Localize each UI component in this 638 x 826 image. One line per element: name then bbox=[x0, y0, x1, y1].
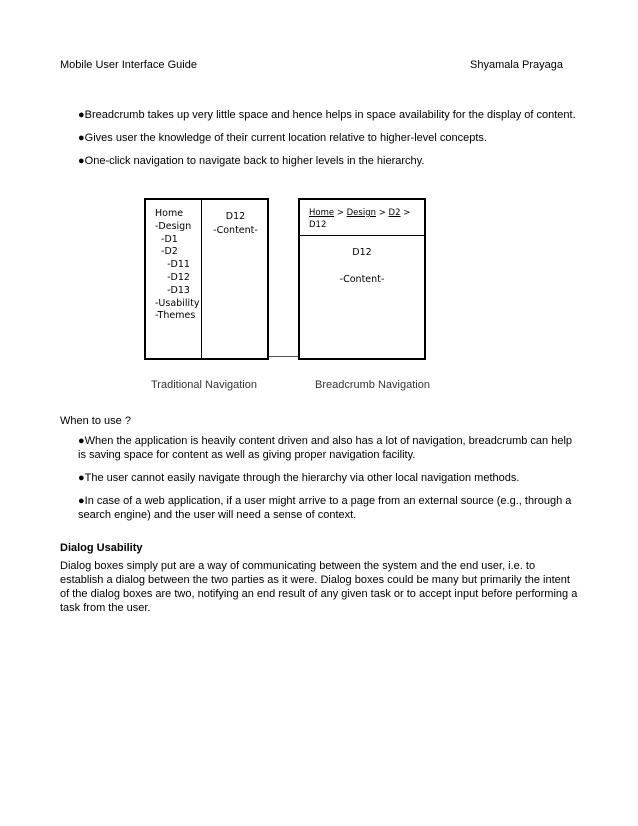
when-to-use-heading: When to use ? bbox=[60, 415, 131, 427]
breadcrumb-content-label: -Content- bbox=[339, 274, 385, 285]
breadcrumb-content-pane bbox=[300, 236, 424, 293]
breadcrumb-page-title: D12 bbox=[352, 247, 372, 258]
figure-divider bbox=[269, 356, 298, 357]
breadcrumb-separator: > bbox=[403, 208, 411, 218]
bullet-icon: ● bbox=[78, 435, 85, 447]
traditional-page-title: D12 bbox=[225, 211, 246, 222]
breadcrumb-separator: > bbox=[378, 208, 386, 218]
bullet-icon: ● bbox=[78, 155, 85, 167]
header-title: Mobile User Interface Guide bbox=[60, 59, 197, 71]
breadcrumb-home-link: Home bbox=[309, 208, 335, 218]
header-author: Shyamala Prayaga bbox=[470, 59, 563, 71]
list-item bbox=[78, 108, 578, 122]
traditional-navigation-mockup bbox=[144, 198, 269, 360]
bullet-text: The user cannot easily navigate through the hierarchy via other local navigation methods. bbox=[84, 472, 520, 484]
section-heading: Dialog Usability bbox=[60, 542, 143, 554]
caption-breadcrumb: Breadcrumb Navigation bbox=[315, 379, 430, 391]
list-item bbox=[78, 154, 578, 168]
bullet-text: Breadcrumb takes up very little space and hence helps in space availability for the display of content. bbox=[84, 109, 576, 121]
caption-traditional: Traditional Navigation bbox=[151, 379, 257, 391]
bullet-icon: ● bbox=[78, 472, 85, 484]
dialog-paragraph: Dialog boxes simply put are a way of communicating between the system and the end user, i.e. to establish a dialog between the two parties as it were. Dialog boxes could be many but primarily the intent of the dialog boxes are two, notifying an end result of any given task or to accept input before performing a task from the user. bbox=[60, 560, 578, 614]
traditional-content-label: -Content- bbox=[213, 225, 258, 236]
breadcrumb-d2-link: D2 bbox=[388, 208, 401, 218]
bullet-icon: ● bbox=[78, 109, 85, 121]
breadcrumb-current: D12 bbox=[309, 220, 327, 230]
bullet-icon: ● bbox=[78, 495, 85, 507]
navigation-figure bbox=[144, 198, 426, 361]
breadcrumb-separator: > bbox=[336, 208, 344, 218]
list-item bbox=[78, 434, 578, 462]
when-to-use-list bbox=[78, 434, 578, 531]
list-item bbox=[78, 131, 578, 145]
list-item bbox=[78, 494, 578, 522]
intro-bullet-list bbox=[78, 108, 578, 177]
bullet-text: When the application is heavily content driven and also has a lot of navigation, breadcrumb can help is saving space for content as well as giving proper navigation facility. bbox=[78, 435, 573, 461]
list-item bbox=[78, 471, 578, 485]
traditional-nav-tree: Home -Design -D1 -D2 -D11 -D12 -D13 -Usability -Themes bbox=[146, 200, 202, 358]
bullet-text: Gives user the knowledge of their current location relative to higher-level concepts. bbox=[84, 132, 487, 144]
bullet-text: In case of a web application, if a user might arrive to a page from an external source (e.g., through a search engine) and the user will need a sense of context. bbox=[78, 495, 572, 521]
breadcrumb-navigation-mockup bbox=[298, 198, 426, 360]
bullet-icon: ● bbox=[78, 132, 85, 144]
traditional-content-pane bbox=[204, 200, 267, 238]
breadcrumb-design-link: Design bbox=[346, 208, 376, 218]
bullet-text: One-click navigation to navigate back to higher levels in the hierarchy. bbox=[84, 155, 425, 167]
breadcrumb bbox=[300, 200, 424, 236]
